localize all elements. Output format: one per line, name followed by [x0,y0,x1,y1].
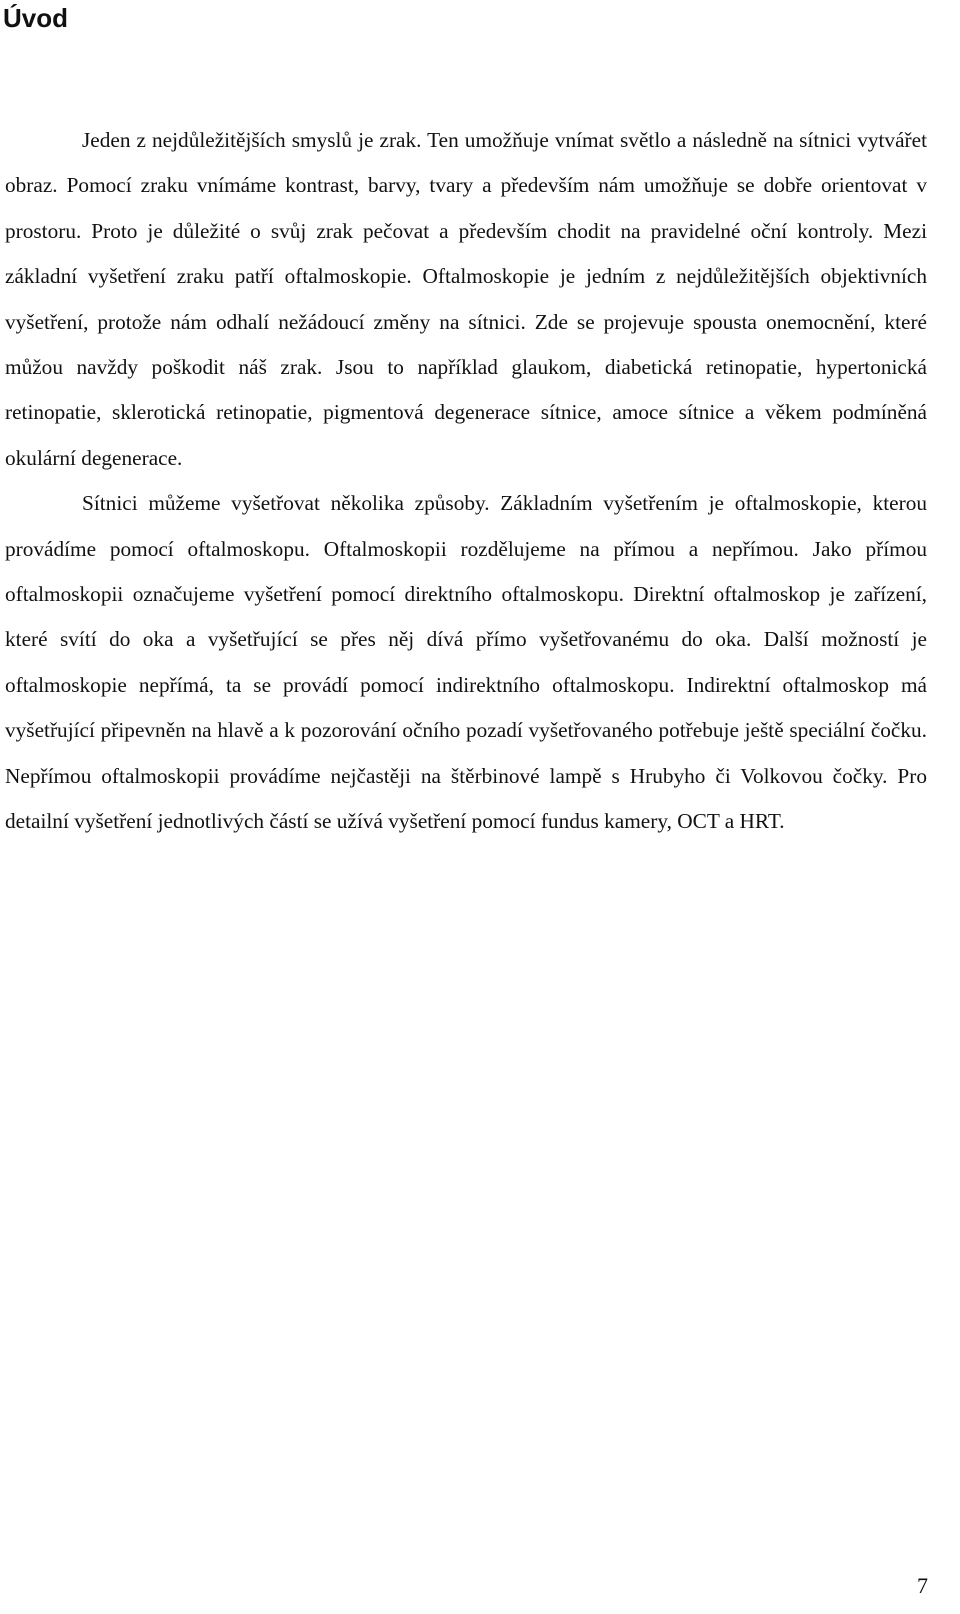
section-heading: Úvod [3,3,68,33]
page-number: 7 [917,1573,928,1598]
paragraph-methods: Sítnici můžeme vyšetřovat několika způsoby. Základním vyšetřením je oftalmoskopie, kterou provádíme pomocí oftalmoskopu. Oftalmoskopii rozdělujeme na přímou a nepřímou. Jako přímou oftalmoskopii označujeme vyšetření pomocí direktního oftalmoskopu. Direktní oftalmoskop je zařízení, které svítí do oka a vyšetřující se přes něj dívá přímo vyšetřovanému do oka. Další možností je oftalmoskopie nepřímá, ta se provádí pomocí indirektního oftalmoskopu. Indirektní oftalmoskop má vyšetřující připevněn na hlavě a k pozorování očního pozadí vyšetřovaného potřebuje ještě speciální čočku. Nepřímou oftalmoskopii provádíme nejčastěji na štěrbinové lampě s Hrubyho či Volkovou čočky. Pro detailní vyšetření jednotlivých částí se užívá vyšetření pomocí fundus kamery, OCT a HRT. [5,491,927,834]
body-text [5,118,927,845]
paragraph-intro: Jeden z nejdůležitějších smyslů je zrak. Ten umožňuje vnímat světlo a následně na sítnici vytvářet obraz. Pomocí zraku vnímáme kontrast, barvy, tvary a především nám umožňuje se dobře orientovat v prostoru. Proto je důležité o svůj zrak pečovat a především chodit na pravidelné oční kontroly. Mezi základní vyšetření zraku patří oftalmoskopie. Oftalmoskopie je jedním z nejdůležitějších objektivních vyšetření, protože nám odhalí nežádoucí změny na sítnici. Zde se projevuje spousta onemocnění, které můžou navždy poškodit náš zrak. Jsou to například glaukom, diabetická retinopatie, hypertonická retinopatie, sklerotická retinopatie, pigmentová degenerace sítnice, amoce sítnice a věkem podmíněná okulární degenerace. [5,128,927,470]
